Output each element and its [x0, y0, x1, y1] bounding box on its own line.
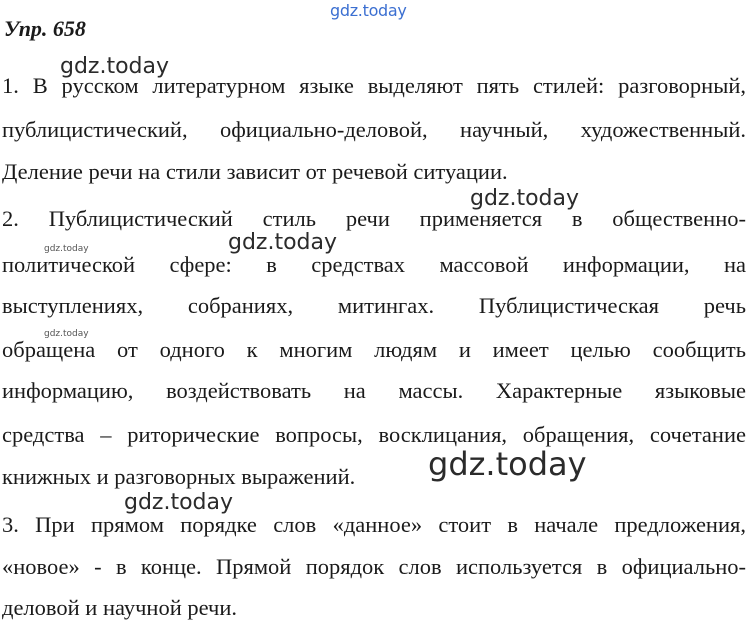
text-line-2: публицистический, официально-деловой, научный, художественный. — [2, 117, 746, 142]
watermark: gdz.today — [470, 186, 580, 211]
header-watermark: gdz.today — [330, 1, 407, 20]
text-line-3: Деление речи на стили зависит от речевой ситуации. — [2, 159, 508, 184]
text-line-10: книжных и разговорных выражений. — [2, 464, 356, 489]
text-line-1: 1. В русском литературном языке выделяют пять стилей: разговорный, — [2, 73, 746, 98]
text-line-12: «новое» - в конце. Прямой порядок слов используется в официально- — [2, 554, 746, 579]
watermark: gdz.today — [60, 54, 170, 79]
text-line-11: 3. При прямом порядке слов «данное» стоит в начале предложения, — [2, 512, 746, 537]
text-line-5: политической сфере: в средствах массовой информации, на — [2, 252, 746, 277]
text-line-13: деловой и научной речи. — [2, 595, 238, 620]
text-line-4: 2. Публицистический стиль речи применяется в общественно- — [2, 206, 746, 231]
exercise-title: Упр. 658 — [4, 16, 86, 41]
text-line-9: средства – риторические вопросы, восклицания, обращения, сочетание — [2, 422, 746, 447]
watermark: gdz.today — [228, 230, 338, 255]
text-line-8: информацию, воздействовать на массы. Характерные языковые — [2, 378, 746, 403]
watermark: gdz.today — [44, 329, 89, 339]
watermark: gdz.today — [428, 445, 587, 483]
watermark: gdz.today — [124, 490, 234, 515]
text-line-7: обращена от одного к многим людям и имеет целью сообщить — [2, 337, 746, 362]
watermark: gdz.today — [44, 244, 89, 254]
text-line-6: выступлениях, собраниях, митингах. Публицистическая речь — [2, 293, 746, 318]
